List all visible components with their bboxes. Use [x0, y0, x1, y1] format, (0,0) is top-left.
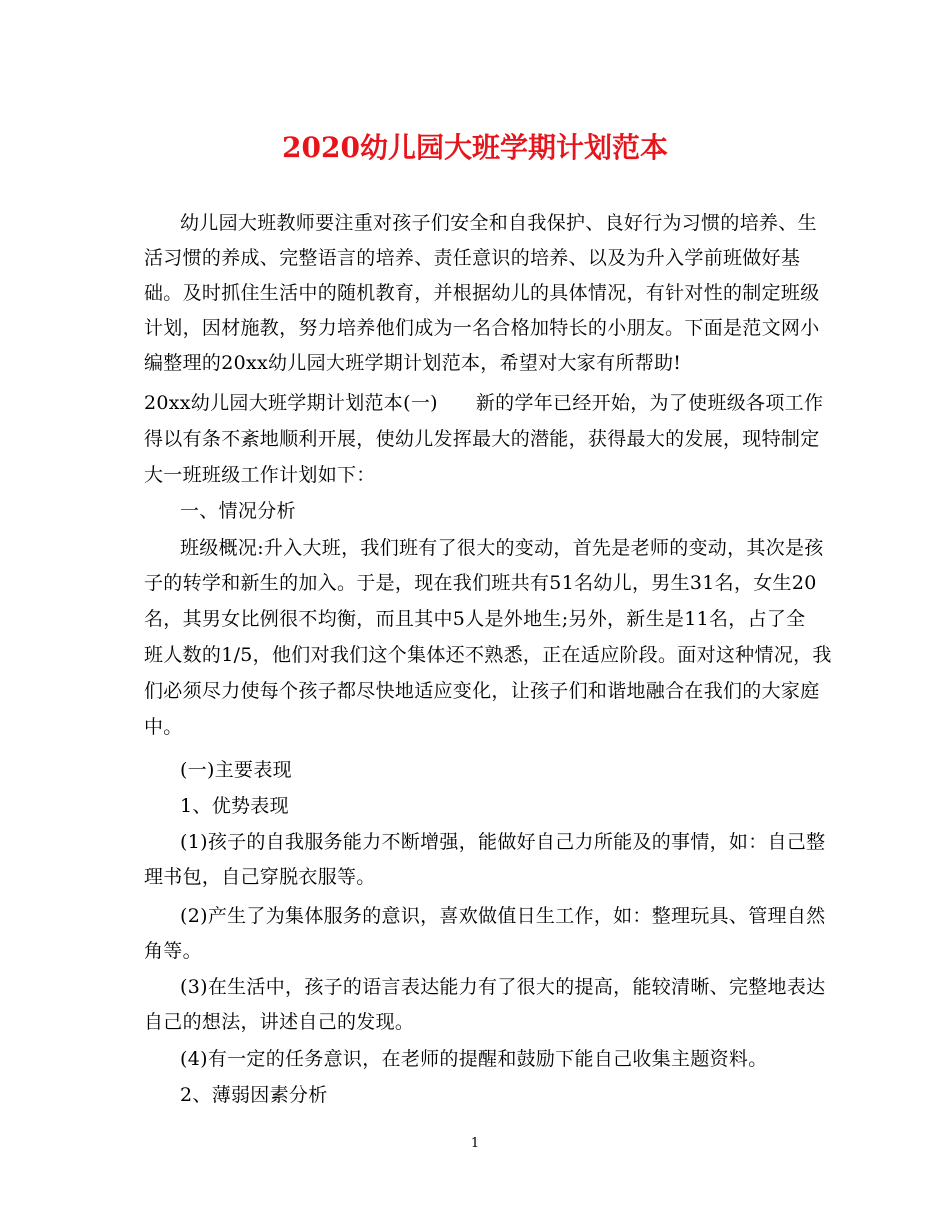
paragraph-line: (4)有一定的任务意识，在老师的提醒和鼓励下能自己收集主题资料。 [180, 1048, 768, 1070]
section-heading: (一)主要表现 [180, 759, 292, 781]
page-number: 1 [470, 1136, 480, 1151]
paragraph-line: 理书包，自己穿脱衣服等。 [144, 866, 376, 888]
paragraph-line: 计划，因材施教，努力培养他们成为一名合格加特长的小朋友。下面是范文网小 [144, 317, 820, 339]
paragraph-line: 自己的想法，讲述自己的发现。 [144, 1011, 415, 1033]
section-heading: 2、薄弱因素分析 [180, 1084, 328, 1106]
paragraph-line: 编整理的20xx幼儿园大班学期计划范本，希望对大家有所帮助! [144, 352, 682, 374]
paragraph-text: 新的学年已经开始，为了使班级各项工作 [475, 392, 824, 414]
section-heading-line [144, 391, 823, 415]
paragraph-line: (1)孩子的自我服务能力不断增强，能做好自己力所能及的事情，如：自己整 [180, 831, 826, 853]
paragraph-line: 中。 [144, 716, 183, 738]
section-heading: 20xx幼儿园大班学期计划范本(一) [144, 392, 438, 414]
paragraph-line: 们必须尽力使每个孩子都尽快地适应变化，让孩子们和谐地融合在我们的大家庭 [144, 680, 820, 702]
paragraph-line: 班级概况:升入大班，我们班有了很大的变动，首先是老师的变动，其次是孩 [180, 537, 824, 559]
paragraph-line: 幼儿园大班教师要注重对孩子们安全和自我保护、良好行为习惯的培养、生 [180, 212, 817, 234]
section-heading: 1、优势表现 [180, 795, 289, 817]
paragraph-line: 子的转学和新生的加入。于是，现在我们班共有51名幼儿，男生31名，女生20 [144, 572, 817, 594]
paragraph-line: (3)在生活中，孩子的语言表达能力有了很大的提高，能较清晰、完整地表达 [180, 976, 826, 998]
paragraph-line: 础。及时抓住生活中的随机教育，并根据幼儿的具体情况，有针对性的制定班级 [144, 282, 820, 304]
section-heading: 一、情况分析 [180, 500, 296, 522]
document-title: 2020幼儿园大班学期计划范本 [282, 131, 668, 164]
paragraph-line: (2)产生了为集体服务的意识，喜欢做值日生工作，如：整理玩具、管理自然 [180, 905, 826, 927]
paragraph-line: 活习惯的养成、完整语言的培养、责任意识的培养、以及为升入学前班做好基 [144, 247, 801, 269]
paragraph-line: 班人数的1/5，他们对我们这个集体还不熟悉，正在适应阶段。面对这种情况，我 [144, 644, 832, 666]
paragraph-line: 得以有条不紊地顺利开展，使幼儿发挥最大的潜能，获得最大的发展，现特制定 [144, 428, 820, 450]
paragraph-line: 名，其男女比例很不均衡，而且其中5人是外地生;另外，新生是11名，占了全 [144, 608, 806, 630]
paragraph-line: 大一班班级工作计划如下： [144, 464, 376, 486]
paragraph-line: 角等。 [144, 940, 202, 962]
